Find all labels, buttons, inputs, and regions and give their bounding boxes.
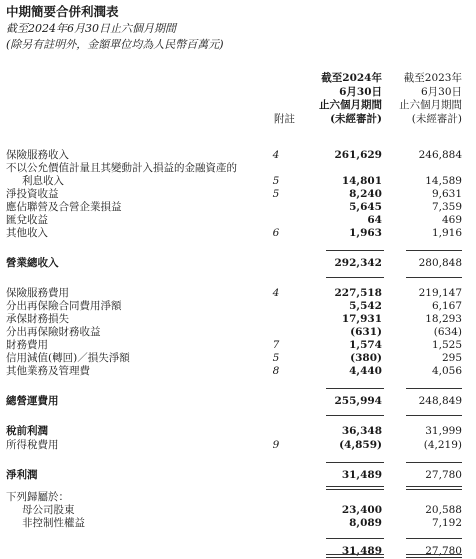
- row-label: 信用減值(轉回)／損失淨額: [6, 352, 130, 364]
- row-current-value: 255,994: [334, 395, 382, 407]
- total-rule: [406, 489, 462, 490]
- row-note: 4: [272, 287, 280, 299]
- statement-row: [0, 149, 476, 162]
- current-header-line-3: 止六個月期間: [319, 99, 382, 111]
- total-rule: [406, 538, 462, 539]
- total-rule: [406, 250, 462, 251]
- row-label: 營業總收入: [6, 257, 59, 269]
- statement-currency-note: (除另有註明外，金額單位均為人民幣百萬元): [6, 38, 224, 51]
- row-label: 承保財務損失: [6, 313, 69, 325]
- statement-row: [0, 469, 476, 482]
- statement-row: [0, 175, 476, 188]
- row-label: 總營運費用: [6, 395, 59, 407]
- row-note: 9: [272, 439, 280, 451]
- statement-period: 截至2024年6月30日止六個月期間: [6, 22, 176, 35]
- row-current-value: (380): [350, 352, 382, 364]
- statement-row: [0, 313, 476, 326]
- statement-row: [0, 439, 476, 452]
- statement-row: [0, 517, 476, 530]
- row-previous-value: 219,147: [418, 287, 462, 299]
- total-rule: [406, 388, 462, 389]
- total-rule: [326, 489, 384, 490]
- total-rule: [406, 277, 462, 278]
- row-previous-value: (4,219): [423, 439, 462, 451]
- statement-row: [0, 365, 476, 378]
- row-previous-value: 1,916: [431, 227, 462, 239]
- row-label: 下列歸屬於：: [6, 491, 69, 503]
- row-label: 財務費用: [6, 339, 48, 351]
- row-label: 所得稅費用: [6, 439, 59, 451]
- row-label: 利息收入: [22, 175, 64, 187]
- total-rule: [406, 415, 462, 416]
- row-current-value: (4,859): [339, 439, 382, 451]
- row-label: 應佔聯營及合營企業損益: [6, 201, 122, 213]
- row-current-value: 8,089: [349, 517, 382, 529]
- row-current-value: 292,342: [334, 257, 382, 269]
- row-note: 7: [272, 339, 280, 351]
- previous-period-header: [399, 72, 462, 126]
- row-previous-value: 248,849: [418, 395, 462, 407]
- statement-row: [0, 504, 476, 517]
- statement-row: [0, 227, 476, 240]
- row-current-value: 64: [367, 214, 382, 226]
- statement-row: [0, 214, 476, 227]
- row-previous-value: 280,848: [418, 257, 462, 269]
- total-rule: [406, 554, 462, 555]
- row-label: 不以公允價值計量且其變動計入損益的金融資產的: [6, 162, 237, 174]
- row-current-value: 261,629: [334, 149, 382, 161]
- total-rule: [326, 554, 384, 555]
- statement-row: [0, 188, 476, 201]
- statement-row: [0, 201, 476, 214]
- row-current-value: 5,542: [349, 300, 382, 312]
- total-rule: [326, 486, 384, 487]
- row-current-value: 4,440: [349, 365, 382, 377]
- row-label: 其他業務及管理費: [6, 365, 90, 377]
- statement-row: [0, 352, 476, 365]
- row-previous-value: 246,884: [418, 149, 462, 161]
- row-label: 匯兌收益: [6, 214, 48, 226]
- total-rule: [406, 557, 462, 558]
- row-previous-value: 27,780: [425, 545, 462, 557]
- row-previous-value: (634): [433, 326, 462, 338]
- previous-header-line-3: 止六個月期間: [399, 99, 462, 111]
- row-current-value: 14,801: [341, 175, 382, 187]
- statement-row: [0, 162, 476, 175]
- row-previous-value: 7,359: [431, 201, 462, 213]
- row-note: 5: [272, 175, 280, 187]
- row-previous-value: 469: [441, 214, 462, 226]
- row-current-value: 5,645: [349, 201, 382, 213]
- statement-row: [0, 257, 476, 270]
- current-period-header: [319, 72, 382, 126]
- row-previous-value: 6,167: [431, 300, 462, 312]
- previous-header-line-4: (未經審計): [411, 112, 462, 125]
- row-note: 6: [272, 227, 280, 239]
- previous-header-line-2: 6月30日: [420, 85, 462, 98]
- total-rule: [326, 538, 384, 539]
- row-label: 母公司股東: [22, 504, 75, 516]
- row-note: 5: [272, 352, 280, 364]
- row-current-value: 23,400: [341, 504, 382, 516]
- statement-row: [0, 287, 476, 300]
- row-label: 分出再保險財務收益: [6, 326, 101, 338]
- current-header-line-2: 6月30日: [339, 85, 382, 98]
- current-header-line-4: (未經審計): [330, 112, 382, 125]
- row-current-value: 31,489: [341, 469, 382, 481]
- row-current-value: 17,931: [341, 313, 382, 325]
- total-rule: [326, 388, 384, 389]
- row-label: 稅前利潤: [6, 425, 48, 437]
- note-column-header: [255, 113, 295, 127]
- statement-row: [0, 491, 476, 504]
- row-previous-value: 20,588: [425, 504, 462, 516]
- row-label: 分出再保險合同費用淨額: [6, 300, 122, 312]
- total-rule: [406, 462, 462, 463]
- row-previous-value: 7,192: [431, 517, 462, 529]
- total-rule: [326, 557, 384, 558]
- total-rule: [326, 415, 384, 416]
- row-note: 4: [272, 149, 280, 161]
- row-current-value: 36,348: [341, 425, 382, 437]
- row-previous-value: 18,293: [425, 313, 462, 325]
- statement-title: 中期簡要合併利潤表: [6, 4, 119, 19]
- row-previous-value: 4,056: [431, 365, 462, 377]
- row-previous-value: 295: [441, 352, 462, 364]
- row-current-value: 1,574: [349, 339, 382, 351]
- statement-row: [0, 300, 476, 313]
- row-current-value: (631): [350, 326, 382, 338]
- total-rule: [326, 250, 384, 251]
- row-previous-value: 14,589: [425, 175, 462, 187]
- row-current-value: 8,240: [349, 188, 382, 200]
- row-previous-value: 27,780: [425, 469, 462, 481]
- row-label: 淨利潤: [6, 469, 38, 481]
- row-note: 5: [272, 188, 280, 200]
- statement-row: [0, 545, 476, 558]
- row-label: 其他收入: [6, 227, 48, 239]
- total-rule: [326, 277, 384, 278]
- row-label: 非控制性權益: [22, 517, 85, 529]
- row-previous-value: 1,525: [431, 339, 462, 351]
- row-label: 淨投資收益: [6, 188, 59, 200]
- row-current-value: 1,963: [349, 227, 382, 239]
- row-label: 保險服務收入: [6, 149, 69, 161]
- row-label: 保險服務費用: [6, 287, 69, 299]
- statement-row: [0, 395, 476, 408]
- row-previous-value: 9,631: [431, 188, 462, 200]
- note-header-label: 附註: [274, 113, 295, 125]
- statement-row: [0, 425, 476, 438]
- previous-header-line-1: 截至2023年: [403, 72, 462, 84]
- total-rule: [326, 462, 384, 463]
- total-rule: [406, 486, 462, 487]
- row-current-value: 31,489: [341, 545, 382, 557]
- current-header-line-1: 截至2024年: [321, 72, 382, 84]
- statement-row: [0, 339, 476, 352]
- statement-row: [0, 326, 476, 339]
- row-current-value: 227,518: [334, 287, 382, 299]
- row-note: 8: [272, 365, 280, 377]
- row-previous-value: 31,999: [425, 425, 462, 437]
